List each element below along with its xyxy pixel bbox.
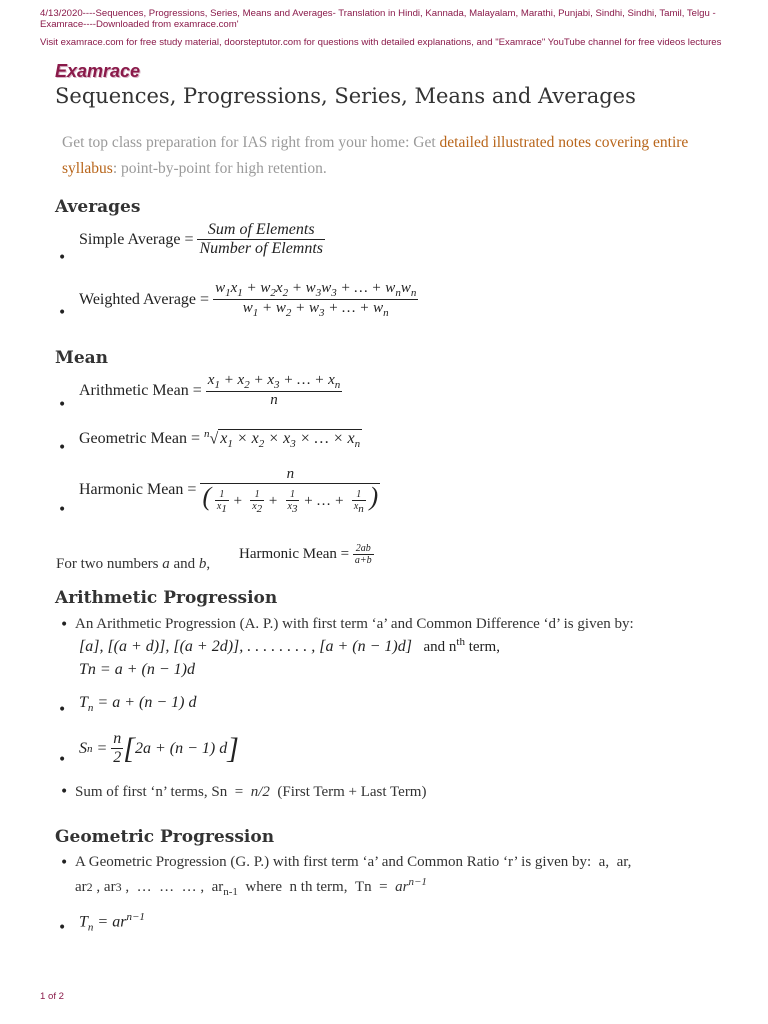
gp-tn-label: Tn [354, 879, 372, 895]
ap-sum-text: Sum of first ‘n’ terms, Sn = n/2 (First Term + Last Term) [75, 784, 427, 800]
ap-sum-label: Sum of first ‘n’ terms, Sn [75, 784, 228, 800]
section-arithmetic-progression: Arithmetic Progression [55, 588, 278, 608]
harmonic-mean-fraction [200, 466, 380, 515]
gp-intro: A Geometric Progression (G. P.) with first term ‘a’ and Common Ratio ‘r’ is given by: a, ar, [75, 854, 632, 870]
ap-tn-inline: Tn = a + (n − 1)d [79, 661, 195, 678]
harmonic-mean-formula [79, 466, 380, 515]
promo-text [62, 130, 702, 182]
bullet: • [58, 702, 67, 718]
promo-before: Get top class preparation for IAS right from your home: Get [62, 134, 440, 151]
arithmetic-mean-numerator: $x_1 + x_2 + x_3$ + … + $x_n$ [207, 372, 341, 391]
page-number: 1 of 2 [40, 991, 65, 1002]
weighted-average-formula [79, 280, 418, 319]
gp-where: where [245, 879, 283, 895]
gp-tn-formula: $T_n = ar^{n-1}$ [79, 911, 145, 934]
gp-sequence: ar2 , ar3 , … … … , $ar_{n-1}$ where n th term, $Tn = ar^{n-1}$ [75, 876, 427, 898]
promo-link[interactable]: detailed illustrated notes covering entire syllabus [62, 134, 689, 177]
bullet: • [58, 440, 67, 456]
arithmetic-mean-formula [79, 372, 342, 409]
bullet: • [58, 397, 67, 413]
simple-average-fraction [197, 221, 325, 258]
section-mean: Mean [55, 348, 109, 368]
harmonic-mean-two-label: Harmonic Mean = [239, 546, 350, 562]
gp-th-term: th term, [300, 879, 348, 895]
weighted-average-label: Weighted Average = [79, 290, 210, 308]
bullet: • [58, 305, 67, 321]
section-averages: Averages [55, 197, 141, 217]
page-title: Sequences, Progressions, Series, Means and Averages [55, 84, 636, 108]
and-word: and [173, 556, 196, 572]
simple-average-numerator: Sum of Elements [207, 221, 315, 238]
ap-sequence: [a], [(a + d)], [(a + 2d)], . . . . . . . . , [a + (n − 1)d] and $n^{th}$ term, [79, 636, 500, 655]
ap-and-nth: and n [423, 639, 457, 655]
promo-after: : point-by-point for high retention. [112, 160, 327, 177]
arithmetic-mean-fraction [206, 372, 342, 409]
bullet: • [58, 920, 67, 936]
ap-sum-formula: (First Term + Last Term) [277, 784, 427, 800]
harmonic-mean-two-fraction: $\frac{2ab}{a+b}$ [354, 543, 372, 566]
visit-note: Visit examrace.com for free study material, doorsteptutor.com for questions with detailed explanations, and "Examrace" YouTube channel for free videos lectures [40, 37, 722, 48]
bullet: • [58, 502, 67, 518]
gp-intro-text: A Geometric Progression (G. P.) with first term ‘a’ and Common Ratio ‘r’ is given by: [75, 854, 592, 870]
harmonic-mean-denominator: ( $\frac{1}{x_1}$ + $\frac{1}{x_2}$ + $\frac{1}{x_3}$ + … + $\frac{1}{x_n}$ ) [202, 482, 379, 515]
harmonic-mean-label: Harmonic Mean = [79, 481, 197, 499]
geometric-mean-root: $^n$√ $x_1 \times x_2 \times x_3$ × … × $x_n$ [203, 428, 361, 451]
simple-average-label: Simple Average = [79, 230, 194, 248]
bullet: • [60, 784, 69, 800]
harmonic-mean-numerator: n [286, 466, 295, 482]
geometric-mean-label: Geometric Mean = [79, 430, 200, 448]
weighted-average-denominator: $w_1 + w_2 + w_3$ + … + $w_n$ [213, 299, 418, 319]
geometric-mean-formula [79, 428, 362, 451]
weighted-average-numerator: $w_1x_1 + w_2x_2 + w_3w_3$ + … + $w_nw_n$ [215, 280, 417, 299]
examrace-logo[interactable]: Examrace [55, 61, 141, 81]
simple-average-formula [79, 221, 325, 258]
simple-average-denominator: Number of Elemnts [199, 240, 324, 257]
two-numbers-text: For two numbers a and b, [56, 556, 211, 572]
ap-intro: An Arithmetic Progression (A. P.) with first term ‘a’ and Common Difference ‘d’ is given by: [75, 616, 634, 632]
ap-tn-formula: $T_n = a + (n - 1)$ d [79, 694, 197, 715]
arithmetic-mean-label: Arithmetic Mean = [79, 381, 202, 399]
ap-sn-fraction: $\frac{n}{2}$ [113, 730, 122, 766]
arithmetic-mean-denominator: n [206, 391, 342, 409]
section-geometric-progression: Geometric Progression [55, 827, 275, 847]
bullet: • [58, 752, 67, 768]
two-numbers-label: For two numbers [56, 556, 159, 572]
ap-th-sup: th [456, 636, 465, 648]
ap-sn-formula: S n = $\frac{n}{2}$ [ 2a + (n − 1) d ] [79, 730, 239, 766]
bullet: • [60, 855, 69, 871]
ap-term-word: term, [464, 639, 500, 655]
harmonic-mean-two-formula [239, 543, 374, 566]
download-note: 4/13/2020----Sequences, Progressions, Series, Means and Averages- Translation in Hindi, Kannada, Malayalam, Marathi, Punjabi, Sindhi, Sindhi, Tamil, Telgu - Examrace----Downloaded from examrace.com' [40, 8, 716, 30]
bullet: • [60, 617, 69, 633]
bullet: • [58, 250, 67, 266]
weighted-average-fraction [213, 280, 418, 319]
